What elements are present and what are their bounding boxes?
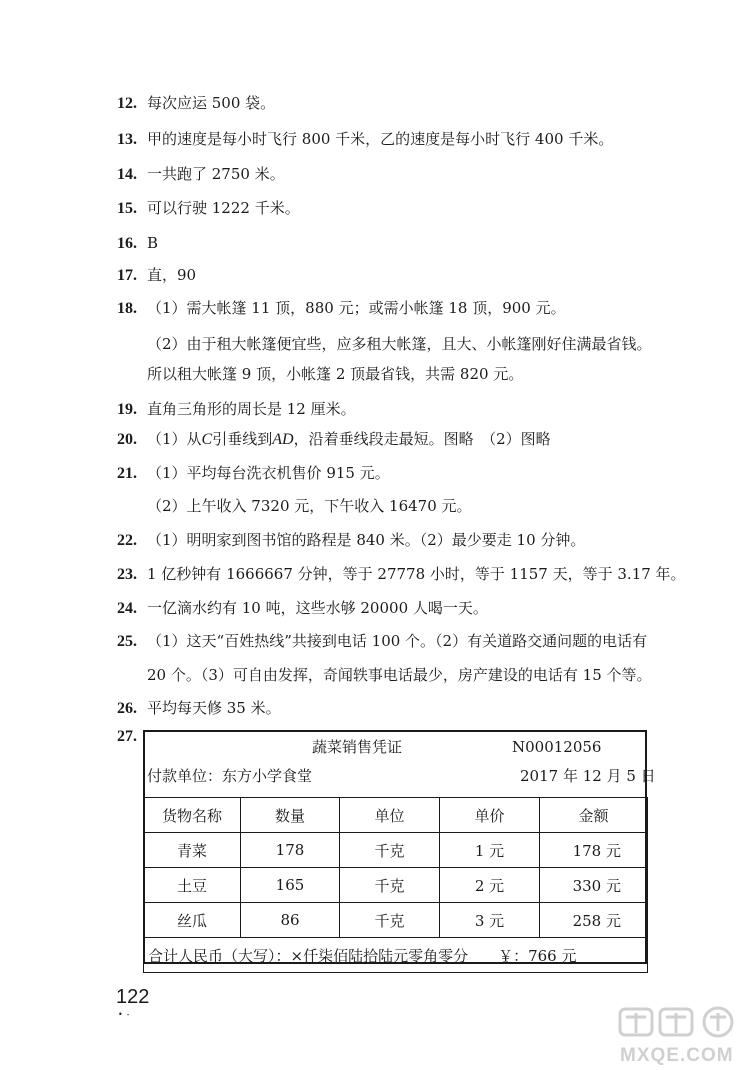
total-label: 合计人民币（大写）：×仟柒佰陆拾陆元零角零分 (148, 946, 469, 965)
voucher-header-row (144, 798, 648, 833)
answer-text: 一亿滴水约有 10 吨，这些水够 20000 人喝一天。 (147, 599, 488, 617)
answer-line (117, 530, 586, 551)
answer-line (117, 164, 285, 185)
answer-text: 直，90 (147, 266, 197, 284)
column-header: 金额 (540, 798, 648, 833)
answer-27-number: 27. (117, 728, 137, 745)
answer-line (117, 698, 281, 719)
answer-number: 18. (117, 300, 137, 317)
answer-number: 20. (117, 431, 137, 448)
voucher-title: 蔬菜销售凭证 (312, 738, 403, 756)
answer-number: 15. (117, 200, 137, 217)
column-header: 货物名称 (144, 798, 241, 833)
answer-text: （2）上午收入 7320 元，下午收入 16470 元。 (147, 497, 472, 515)
answer-number: 23. (117, 566, 137, 583)
table-cell: 丝瓜 (144, 903, 241, 938)
answer-number: 12. (117, 95, 137, 112)
table-cell: 1 元 (440, 833, 540, 868)
answer-text: 平均每天修 35 米。 (147, 699, 281, 717)
answer-text: 直角三角形的周长是 12 厘米。 (147, 400, 356, 418)
voucher-code: N00012056 (512, 738, 602, 756)
answer-line (117, 233, 159, 254)
answer-number: 22. (117, 532, 137, 549)
answer-line (117, 198, 300, 219)
table-cell: 258 元 (540, 903, 648, 938)
answer-line (117, 298, 566, 319)
answer-number: 16. (117, 235, 137, 252)
table-cell: 178 元 (540, 833, 648, 868)
total-amount: ￥：766 元 (498, 946, 577, 965)
table-cell: 千克 (340, 903, 440, 938)
table-cell: 千克 (340, 868, 440, 903)
answer-number: 24. (117, 600, 137, 617)
answer-text: B (147, 234, 159, 252)
answer-number: 19. (117, 401, 137, 418)
answer-line (117, 631, 648, 652)
answer-text: （2）由于租大帐篷便宜些，应多租大帐篷，且大、小帐篷刚好住满最省钱。 (147, 335, 652, 353)
table-cell: 青菜 (144, 833, 241, 868)
answer-number: 25. (117, 633, 137, 650)
answer-number: 26. (117, 700, 137, 717)
table-cell: 86 (241, 903, 340, 938)
answer-line (117, 399, 356, 420)
voucher-total (144, 938, 648, 973)
answer-line (117, 93, 276, 114)
voucher-payer: 付款单位：东方小学食堂 (147, 767, 313, 785)
table-cell: 330 元 (540, 868, 648, 903)
page-number: 122 (116, 986, 150, 1008)
answer-line (117, 564, 686, 585)
table-cell: 千克 (340, 833, 440, 868)
voucher-table (143, 797, 648, 973)
answer-line (117, 463, 390, 484)
column-header: 单价 (440, 798, 540, 833)
svg-text:MXQE.COM: MXQE.COM (620, 1045, 734, 1066)
answer-text: 每次应运 500 袋。 (147, 94, 276, 112)
voucher-total-row (144, 938, 648, 973)
voucher-date: 2017 年 12 月 5 日 (520, 767, 656, 785)
answer-text: 1 亿秒钟有 1666667 分钟，等于 27778 小时，等于 1157 天，等于 3.17 年。 (147, 565, 686, 583)
table-cell: 3 元 (440, 903, 540, 938)
answer-number: 14. (117, 166, 137, 183)
answer-text: 一共跑了 2750 米。 (147, 165, 285, 183)
table-row (144, 833, 648, 868)
table-cell: 2 元 (440, 868, 540, 903)
table-cell: 土豆 (144, 868, 241, 903)
answer-line (117, 129, 614, 150)
page-number-dots: •‑ (118, 1010, 134, 1019)
table-cell: 165 (241, 868, 340, 903)
answer-text: 所以租大帐篷 9 顶，小帐篷 2 顶最省钱，共需 820 元。 (147, 365, 524, 383)
answer-text: （1）需大帐篷 11 顶，880 元；或需小帐篷 18 顶，900 元。 (147, 299, 566, 317)
answer-line (117, 265, 197, 286)
answer-line (117, 598, 488, 619)
answer-number: 21. (117, 465, 137, 482)
answer-number: 13. (117, 131, 137, 148)
watermark-logo (616, 1005, 741, 1067)
column-header: 单位 (340, 798, 440, 833)
answer-text: （1）从C引垂线到AD，沿着垂线段走最短。图略 （2）图略 (147, 430, 551, 448)
table-row (144, 868, 648, 903)
answer-20 (117, 429, 551, 450)
column-header: 数量 (241, 798, 340, 833)
answer-text: （1）明明家到图书馆的路程是 840 米。（2）最少要走 10 分钟。 (147, 531, 586, 549)
answer-number: 17. (117, 267, 137, 284)
answer-text: 可以行驶 1222 千米。 (147, 199, 300, 217)
answer-text: （1）这天“百姓热线”共接到电话 100 个。（2）有关道路交通问题的电话有 (147, 632, 648, 650)
answer-text: 20 个。（3）可自由发挥，奇闻轶事电话最少，房产建设的电话有 15 个等。 (147, 666, 652, 684)
answer-text: 甲的速度是每小时飞行 800 千米，乙的速度是每小时飞行 400 千米。 (147, 130, 614, 148)
answer-text: （1）平均每台洗衣机售价 915 元。 (147, 464, 390, 482)
table-row (144, 903, 648, 938)
table-cell: 178 (241, 833, 340, 868)
